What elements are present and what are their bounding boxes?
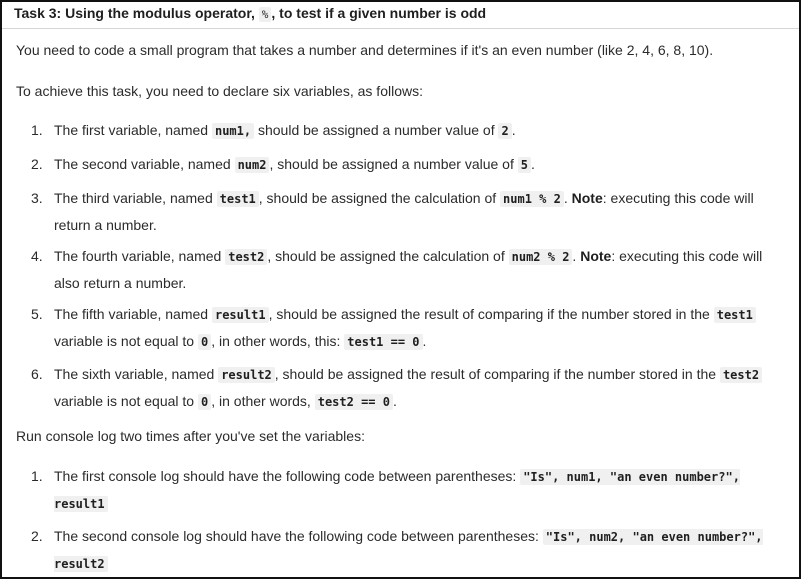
list-item: 6. The sixth variable, named result2 , should be assigned the result of comparing if the number stored in the test2 variable is not equal to 0 , in other words, test2 == 0 .: [31, 361, 771, 415]
task-header: [2, 2, 799, 29]
task-title: Task 3: Using the modulus operator, % , to test if a given number is odd: [14, 5, 487, 21]
list-item: 2. The second console log should have the following code between parentheses: "Is", num2, "an even number?", result2: [31, 528, 763, 571]
list-item: 1. The first console log should have the following code between parentheses: "Is", num1, "an even number?", result1: [31, 468, 740, 511]
run-text: Run console log two times after you've set the variables:: [16, 428, 365, 444]
title-code: %: [259, 7, 272, 22]
list-item: 5. The fifth variable, named result1 , should be assigned the result of comparing if the number stored in the test1 variable is not equal to 0 , in other words, this: test1 == 0 .: [31, 301, 771, 355]
list-item: 4. The fourth variable, named test2 , should be assigned the calculation of num2 % 2 . Note: executing this code will also return a number.: [31, 248, 763, 291]
list-item: 1. The first variable, named num1, should be assigned a number value of 2 .: [31, 122, 516, 138]
declare-text: To achieve this task, you need to declare six variables, as follows:: [16, 83, 423, 99]
list-item: 3. The third variable, named test1 , should be assigned the calculation of num1 % 2 . Note: executing this code will return a number.: [31, 190, 754, 233]
intro-text: You need to code a small program that takes a number and determines if it's an even number (like 2, 4, 6, 8, 10).: [16, 42, 714, 58]
list-item: 2. The second variable, named num2 , should be assigned a number value of 5 .: [31, 156, 535, 172]
